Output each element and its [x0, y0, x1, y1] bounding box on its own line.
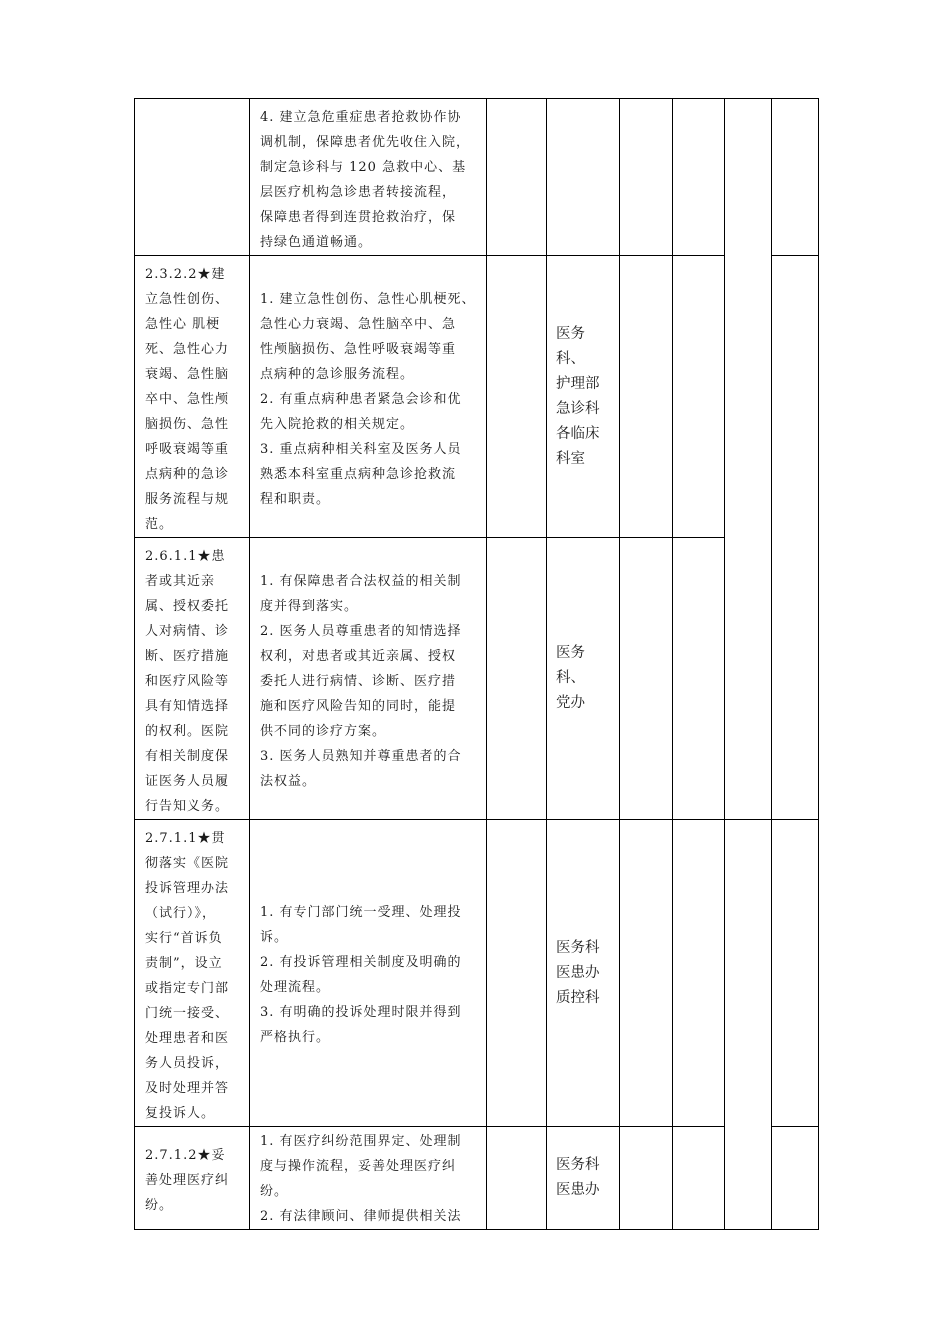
department-line: 各临床 — [556, 425, 600, 442]
empty-cell — [487, 538, 547, 820]
department-cell — [547, 538, 620, 820]
requirement-line: 权利，对患者或其近亲属、授权 — [260, 649, 457, 664]
table-row — [135, 1127, 819, 1230]
standard-line: 及时处理并答 — [145, 1081, 230, 1096]
department-line: 科、 — [556, 670, 585, 686]
table-row — [135, 256, 819, 538]
empty-cell — [673, 1127, 725, 1230]
empty-cell — [772, 1127, 819, 1230]
standard-line: 2.7.1.2★妥 — [145, 1148, 226, 1163]
department-cell — [547, 256, 620, 538]
requirements-cell — [250, 538, 487, 820]
department-line: 质控科 — [556, 989, 600, 1006]
requirement-line: 纷。 — [260, 1184, 289, 1199]
department-cell — [547, 1127, 620, 1230]
requirement-line: 程和职责。 — [260, 492, 331, 507]
merged-empty-cell — [772, 256, 819, 820]
requirements-cell — [250, 256, 487, 538]
requirement-line: 1. 有医疗纠纷范围界定、处理制 — [260, 1134, 462, 1149]
standard-line: 2.3.2.2★建 — [145, 267, 226, 282]
standard-line: 衰竭、急性脑 — [145, 367, 230, 382]
standard-cell — [135, 99, 250, 256]
requirements-cell — [250, 1127, 487, 1230]
standard-line: 点病种的急诊 — [145, 467, 230, 482]
requirement-line: 急性心力衰竭、急性脑卒中、急 — [260, 317, 457, 332]
empty-cell — [620, 538, 673, 820]
empty-cell — [772, 820, 819, 1127]
requirement-line: 持绿色通道畅通。 — [260, 235, 373, 250]
standard-line: 和医疗风险等 — [145, 674, 230, 689]
standard-line: 复投诉人。 — [145, 1106, 216, 1121]
standard-line: 善处理医疗纠 — [145, 1173, 230, 1188]
department-line: 护理部 — [556, 375, 600, 392]
empty-cell — [487, 1127, 547, 1230]
standard-cell — [135, 538, 250, 820]
requirement-line: 度并得到落实。 — [260, 599, 359, 614]
empty-cell — [487, 256, 547, 538]
standard-line: 死、急性心力 — [145, 342, 230, 357]
standard-line: 人对病情、诊 — [145, 624, 230, 639]
department-line: 科、 — [556, 350, 585, 367]
empty-cell — [487, 99, 547, 256]
requirements-cell — [250, 99, 487, 256]
department-line: 医患办 — [556, 964, 600, 981]
standard-line: 务人员投诉， — [145, 1056, 230, 1071]
standard-line: 的权利。医院 — [145, 724, 230, 739]
department-line: 医务 — [556, 645, 585, 661]
requirement-line: 3. 医务人员熟知并尊重患者的合 — [260, 749, 462, 764]
empty-cell — [673, 99, 725, 256]
standard-line: 服务流程与规 — [145, 492, 230, 507]
merged-empty-cell — [725, 99, 772, 820]
empty-cell — [620, 820, 673, 1127]
empty-cell — [620, 1127, 673, 1230]
requirement-line: 委托人进行病情、诊断、医疗措 — [260, 674, 457, 689]
table-row — [135, 820, 819, 1127]
standard-line: 断、医疗措施 — [145, 649, 230, 664]
requirement-line: 诉。 — [260, 930, 289, 945]
empty-cell — [673, 538, 725, 820]
merged-empty-cell — [725, 820, 772, 1230]
requirement-line: 处理流程。 — [260, 980, 331, 995]
standard-line: 范。 — [145, 517, 174, 532]
standard-line: 属、授权委托 — [145, 599, 230, 614]
standard-line: 2.6.1.1★患 — [145, 549, 226, 564]
department-line: 医务科 — [556, 939, 600, 956]
requirement-line: 1. 有专门部门统一受理、处理投 — [260, 905, 462, 920]
standard-line: 卒中、急性颅 — [145, 392, 230, 407]
department-line: 科室 — [556, 450, 585, 467]
standard-line: 2.7.1.1★贯 — [145, 831, 226, 846]
requirement-line: 2. 有投诉管理相关制度及明确的 — [260, 955, 462, 970]
requirement-line: 性颅脑损伤、急性呼吸衰竭等重 — [260, 342, 457, 357]
empty-cell — [673, 256, 725, 538]
requirement-line: 2. 医务人员尊重患者的知情选择 — [260, 624, 462, 639]
standard-cell — [135, 256, 250, 538]
requirement-line: 熟悉本科室重点病种急诊抢救流 — [260, 467, 457, 482]
standard-line: 急性心 肌梗 — [145, 317, 221, 332]
standard-line: 彻落实《医院 — [145, 856, 230, 871]
standard-line: 证医务人员履 — [145, 774, 230, 789]
requirement-line: 供不同的诊疗方案。 — [260, 724, 387, 739]
standard-line: （试行）》， — [145, 906, 217, 921]
requirement-line: 点病种的急诊服务流程。 — [260, 367, 415, 382]
requirement-line: 3. 重点病种相关科室及医务人员 — [260, 442, 462, 457]
standard-line: 纷。 — [145, 1198, 174, 1213]
standard-line: 者或其近亲 — [145, 574, 216, 589]
department-line: 医务科 — [556, 1157, 600, 1173]
requirement-line: 4. 建立急危重症患者抢救协作协 — [260, 110, 462, 125]
requirement-line: 制定急诊科与 120 急救中心、基 — [260, 160, 467, 175]
standard-line: 具有知情选择 — [145, 699, 230, 714]
standard-line: 门统一接受、 — [145, 1006, 230, 1021]
requirement-line: 3. 有明确的投诉处理时限并得到 — [260, 1005, 462, 1020]
standard-line: 有相关制度保 — [145, 749, 230, 764]
department-line: 医患办 — [556, 1182, 600, 1198]
standard-line: 投诉管理办法 — [145, 881, 230, 896]
department-line: 医务 — [556, 325, 585, 342]
requirement-line: 层医疗机构急诊患者转接流程， — [260, 185, 457, 200]
department-cell — [547, 99, 620, 256]
department-cell — [547, 820, 620, 1127]
standard-cell — [135, 1127, 250, 1230]
requirement-line: 保障患者得到连贯抢救治疗，保 — [260, 210, 457, 225]
standard-line: 立急性创伤、 — [145, 292, 230, 307]
standard-line: 处理患者和医 — [145, 1031, 230, 1046]
requirement-line: 严格执行。 — [260, 1030, 331, 1045]
requirement-line: 先入院抢救的相关规定。 — [260, 417, 415, 432]
requirement-line: 度与操作流程，妥善处理医疗纠 — [260, 1159, 457, 1174]
standard-line: 责制”，设立 — [145, 956, 223, 971]
empty-cell — [487, 820, 547, 1127]
requirement-line: 2. 有法律顾问、律师提供相关法 — [260, 1209, 462, 1224]
department-line: 急诊科 — [556, 400, 600, 417]
standard-cell — [135, 820, 250, 1127]
requirement-line: 2. 有重点病种患者紧急会诊和优 — [260, 392, 462, 407]
requirement-line: 1. 建立急性创伤、急性心肌梗死、 — [260, 292, 476, 307]
standard-line: 实行“首诉负 — [145, 931, 223, 946]
requirement-line: 施和医疗风险告知的同时，能提 — [260, 699, 457, 714]
requirement-line: 法权益。 — [260, 774, 317, 789]
requirement-line: 调机制，保障患者优先收住入院， — [260, 135, 471, 150]
standard-line: 脑损伤、急性 — [145, 417, 230, 432]
empty-cell — [673, 820, 725, 1127]
requirement-line: 1. 有保障患者合法权益的相关制 — [260, 574, 462, 589]
empty-cell — [620, 256, 673, 538]
standard-line: 呼吸衰竭等重 — [145, 442, 230, 457]
requirements-cell — [250, 820, 487, 1127]
department-line: 党办 — [556, 695, 585, 711]
table-row — [135, 538, 819, 820]
empty-cell — [620, 99, 673, 256]
empty-cell — [772, 99, 819, 256]
standard-line: 行告知义务。 — [145, 799, 230, 814]
standards-table — [134, 98, 819, 1230]
standard-line: 或指定专门部 — [145, 981, 230, 996]
table-row — [135, 99, 819, 256]
